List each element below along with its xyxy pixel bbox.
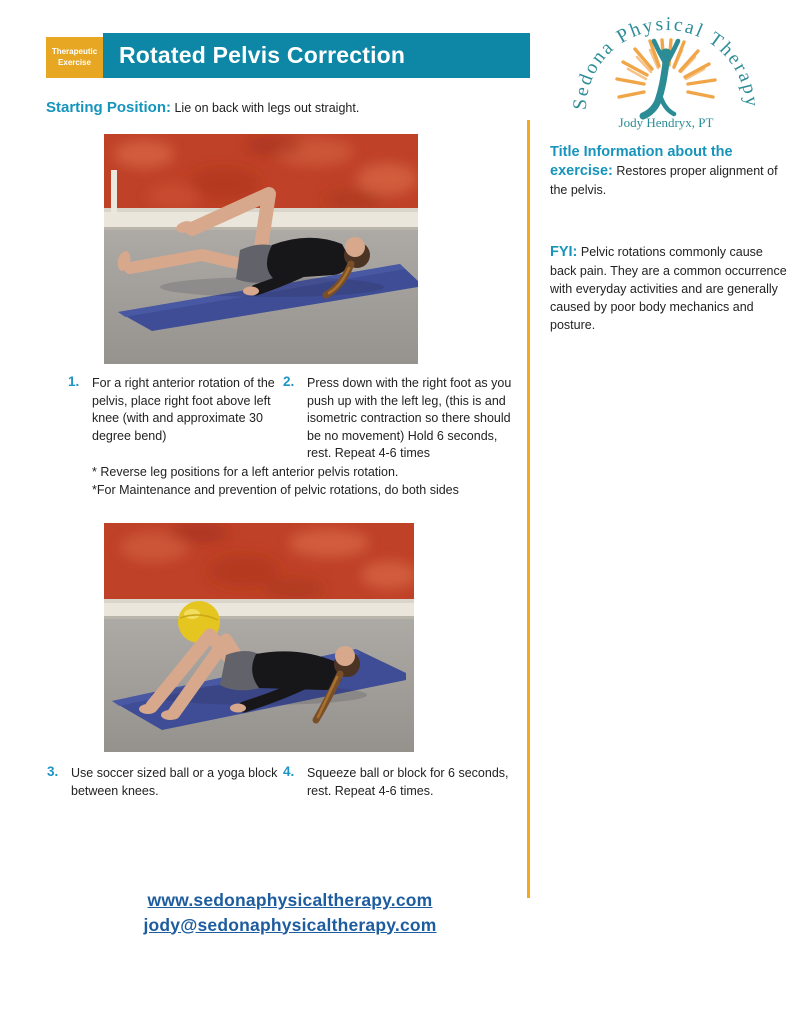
page-title: Rotated Pelvis Correction (119, 42, 406, 68)
step-2-text: Press down with the right foot as you push up with the left leg, (this is and isometric contraction so there should be no movement) Hold 6 seconds, rest. Repeat 4-6 times (307, 376, 512, 460)
category-tab (46, 37, 103, 78)
exercise-notes (92, 463, 522, 499)
info-sidebar (550, 143, 790, 334)
website-link[interactable]: www.sedonaphysicaltherapy.com (147, 890, 433, 910)
exercise-photo-1 (104, 134, 418, 364)
title-information-text: Restores proper alignment of the pelvis. (550, 163, 778, 197)
category-tab-line2: Exercise (58, 57, 91, 67)
clinic-logo-graphic (551, 10, 783, 134)
footer-contact (110, 888, 470, 937)
step-4-text: Squeeze ball or block for 6 seconds, rest. Repeat 4-6 times. (307, 766, 509, 798)
step-3-number: 3. (47, 764, 59, 779)
page-title-banner (103, 33, 530, 78)
clinic-owner-text: Jody Hendryx, PT (618, 115, 714, 130)
fyi-text: Pelvic rotations commonly cause back pain. They are a common occurrence with everyday activities and are generally caused by poor body mechanics and posture. (550, 244, 787, 332)
step-2-number: 2. (283, 374, 295, 389)
exercise-photo-2-graphic (104, 523, 414, 752)
step-3-text: Use soccer sized ball or a yoga block between knees. (71, 766, 278, 798)
figure-icon (643, 41, 678, 116)
clinic-name-arc-text: Sedona Physical Therapy (569, 13, 763, 111)
title-information-label: Title Information about the exercise: (550, 144, 733, 179)
starting-position-text: Lie on back with legs out straight. (171, 101, 360, 115)
starting-position-line (46, 99, 359, 116)
title-information-block (550, 143, 790, 199)
note-line-1: * Reverse leg positions for a left anterior pelvis rotation. (92, 465, 399, 479)
starting-position-label: Starting Position: (46, 99, 171, 116)
fyi-block (550, 243, 790, 334)
clinic-logo (551, 10, 783, 134)
exercise-photo-1-graphic (104, 134, 418, 364)
note-line-2: *For Maintenance and prevention of pelvic rotations, do both sides (92, 483, 459, 498)
step-1-number: 1. (68, 374, 80, 389)
step-4-number: 4. (283, 764, 295, 779)
exercise-photo-2 (104, 523, 414, 752)
step-1-text: For a right anterior rotation of the pelvis, place right foot above left knee (with and approximate 30 degree bend) (92, 376, 275, 443)
fyi-label: FYI: (550, 243, 578, 260)
category-tab-line1: Therapeutic (51, 46, 98, 56)
email-link[interactable]: jody@sedonaphysicaltherapy.com (143, 914, 437, 935)
vertical-divider (527, 120, 530, 898)
